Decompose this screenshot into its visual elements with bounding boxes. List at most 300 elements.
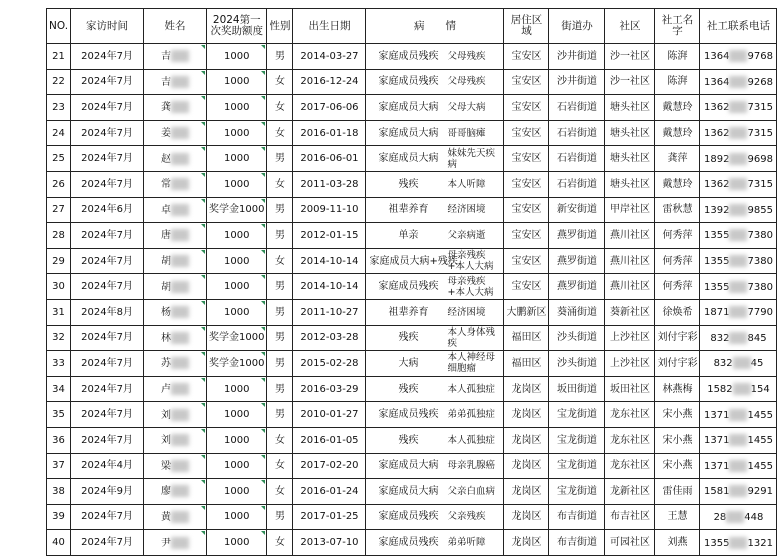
cell-district[interactable] — [504, 453, 549, 479]
cell-social-worker[interactable] — [655, 69, 700, 95]
social-worker: 王慧 — [667, 511, 688, 523]
cell-gender[interactable] — [267, 479, 293, 505]
cell-birth-date[interactable] — [293, 146, 366, 172]
cell-social-worker[interactable] — [655, 223, 700, 249]
cell-gender[interactable] — [267, 427, 293, 453]
cell-gender[interactable] — [267, 248, 293, 274]
cell-birth-date[interactable] — [293, 274, 366, 300]
phone-suffix: 7315 — [747, 128, 773, 140]
redaction-blur — [171, 204, 189, 216]
gender: 女 — [274, 178, 285, 190]
cell-visit-time[interactable] — [71, 120, 144, 146]
cell-street[interactable] — [549, 197, 605, 223]
cell-illness[interactable] — [366, 479, 504, 505]
cell-illness[interactable] — [366, 120, 504, 146]
cell-community[interactable] — [605, 223, 655, 249]
cell-community[interactable] — [605, 427, 655, 453]
cell-no[interactable] — [47, 274, 71, 300]
cell-social-worker[interactable] — [655, 299, 700, 325]
cell-no[interactable] — [47, 223, 71, 249]
cell-illness[interactable] — [366, 146, 504, 172]
illness-detail: 本人听障 — [447, 178, 486, 190]
grant-amount: 1000 — [224, 50, 250, 62]
cell-gender[interactable] — [267, 530, 293, 556]
cell-street[interactable] — [549, 146, 605, 172]
cell-illness[interactable] — [366, 274, 504, 300]
cell-no[interactable] — [47, 95, 71, 121]
cell-illness[interactable] — [366, 427, 504, 453]
cell-community[interactable] — [605, 120, 655, 146]
cell-no[interactable] — [47, 248, 71, 274]
table-row[interactable] — [47, 120, 777, 146]
cell-amount[interactable] — [207, 95, 267, 121]
cell-no[interactable] — [47, 479, 71, 505]
cell-amount[interactable] — [207, 120, 267, 146]
cell-visit-time[interactable] — [71, 402, 144, 428]
table-row[interactable] — [47, 351, 777, 377]
cell-gender[interactable] — [267, 146, 293, 172]
cell-district[interactable] — [504, 376, 549, 402]
cell-amount[interactable] — [207, 44, 267, 70]
cell-visit-time[interactable] — [71, 197, 144, 223]
cell-birth-date[interactable] — [293, 504, 366, 530]
cell-street[interactable] — [549, 248, 605, 274]
cell-illness[interactable] — [366, 453, 504, 479]
cell-district[interactable] — [504, 44, 549, 70]
cell-visit-time[interactable] — [71, 376, 144, 402]
cell-community[interactable] — [605, 325, 655, 351]
cell-birth-date[interactable] — [293, 325, 366, 351]
cell-visit-time[interactable] — [71, 479, 144, 505]
cell-illness[interactable] — [366, 351, 504, 377]
cell-name[interactable] — [144, 402, 207, 428]
cell-district[interactable] — [504, 69, 549, 95]
cell-no[interactable] — [47, 146, 71, 172]
cell-birth-date[interactable] — [293, 299, 366, 325]
cell-no[interactable] — [47, 69, 71, 95]
cell-worker-phone[interactable] — [700, 223, 777, 249]
cell-name[interactable] — [144, 274, 207, 300]
table-row[interactable] — [47, 146, 777, 172]
cell-street[interactable] — [549, 453, 605, 479]
community: 坂田社区 — [609, 383, 650, 395]
cell-visit-time[interactable] — [71, 146, 144, 172]
community: 上沙社区 — [609, 357, 650, 369]
birth-date: 2016-01-05 — [300, 434, 359, 446]
cell-gender[interactable] — [267, 504, 293, 530]
cell-amount[interactable] — [207, 427, 267, 453]
cell-street[interactable] — [549, 325, 605, 351]
table-row[interactable] — [47, 299, 777, 325]
cell-amount[interactable] — [207, 299, 267, 325]
cell-district[interactable] — [504, 248, 549, 274]
cell-name[interactable] — [144, 171, 207, 197]
cell-visit-time[interactable] — [71, 351, 144, 377]
gender: 女 — [274, 101, 285, 113]
cell-social-worker[interactable] — [655, 44, 700, 70]
cell-district[interactable] — [504, 171, 549, 197]
illness-detail: 父母大病 — [447, 101, 486, 113]
table-row[interactable] — [47, 223, 777, 249]
cell-visit-time[interactable] — [71, 453, 144, 479]
cell-street[interactable] — [549, 44, 605, 70]
cell-illness[interactable] — [366, 248, 504, 274]
cell-visit-time[interactable] — [71, 325, 144, 351]
cell-name[interactable] — [144, 120, 207, 146]
cell-birth-date[interactable] — [293, 120, 366, 146]
gender: 男 — [274, 306, 285, 318]
cell-illness[interactable] — [366, 44, 504, 70]
cell-no[interactable] — [47, 427, 71, 453]
cell-gender[interactable] — [267, 95, 293, 121]
cell-street[interactable] — [549, 427, 605, 453]
cell-amount[interactable] — [207, 530, 267, 556]
cell-amount[interactable] — [207, 223, 267, 249]
cell-gender[interactable] — [267, 120, 293, 146]
cell-social-worker[interactable] — [655, 427, 700, 453]
cell-birth-date[interactable] — [293, 69, 366, 95]
cell-community[interactable] — [605, 504, 655, 530]
cell-no[interactable] — [47, 453, 71, 479]
cell-worker-phone[interactable] — [700, 197, 777, 223]
cell-social-worker[interactable] — [655, 453, 700, 479]
table-row[interactable] — [47, 453, 777, 479]
community: 塘头社区 — [609, 127, 650, 139]
cell-no[interactable] — [47, 325, 71, 351]
cell-social-worker[interactable] — [655, 274, 700, 300]
cell-amount[interactable] — [207, 171, 267, 197]
cell-amount[interactable] — [207, 453, 267, 479]
redaction-blur — [729, 306, 747, 318]
header-gender: 性别 — [267, 9, 293, 44]
cell-street[interactable] — [549, 504, 605, 530]
cell-birth-date[interactable] — [293, 530, 366, 556]
cell-visit-time[interactable] — [71, 274, 144, 300]
cell-amount[interactable] — [207, 248, 267, 274]
cell-name[interactable] — [144, 299, 207, 325]
cell-street[interactable] — [549, 299, 605, 325]
cell-worker-phone[interactable] — [700, 530, 777, 556]
cell-name[interactable] — [144, 325, 207, 351]
cell-worker-phone[interactable] — [700, 248, 777, 274]
table-row[interactable] — [47, 44, 777, 70]
cell-street[interactable] — [549, 479, 605, 505]
illness-category: 家庭成员大病 — [378, 127, 439, 139]
cell-no[interactable] — [47, 530, 71, 556]
cell-visit-time[interactable] — [71, 248, 144, 274]
cell-district[interactable] — [504, 504, 549, 530]
cell-social-worker[interactable] — [655, 376, 700, 402]
cell-worker-phone[interactable] — [700, 427, 777, 453]
cell-birth-date[interactable] — [293, 248, 366, 274]
cell-district[interactable] — [504, 223, 549, 249]
table-row[interactable] — [47, 402, 777, 428]
cell-birth-date[interactable] — [293, 95, 366, 121]
cell-social-worker[interactable] — [655, 351, 700, 377]
cell-community[interactable] — [605, 479, 655, 505]
cell-worker-phone[interactable] — [700, 69, 777, 95]
cell-street[interactable] — [549, 120, 605, 146]
cell-social-worker[interactable] — [655, 248, 700, 274]
cell-street[interactable] — [549, 351, 605, 377]
cell-illness[interactable] — [366, 402, 504, 428]
redaction-blur — [729, 229, 747, 241]
cell-gender[interactable] — [267, 274, 293, 300]
cell-worker-phone[interactable] — [700, 120, 777, 146]
cell-no[interactable] — [47, 402, 71, 428]
cell-community[interactable] — [605, 402, 655, 428]
district: 龙岗区 — [511, 511, 542, 523]
cell-illness[interactable] — [366, 376, 504, 402]
table-row[interactable] — [47, 504, 777, 530]
cell-worker-phone[interactable] — [700, 325, 777, 351]
cell-district[interactable] — [504, 479, 549, 505]
cell-social-worker[interactable] — [655, 479, 700, 505]
cell-worker-phone[interactable] — [700, 504, 777, 530]
grant-amount: 1000 — [224, 511, 250, 523]
illness-category: 家庭成员大病 — [378, 485, 439, 497]
cell-amount[interactable] — [207, 274, 267, 300]
table-row[interactable] — [47, 325, 777, 351]
cell-illness[interactable] — [366, 197, 504, 223]
cell-street[interactable] — [549, 376, 605, 402]
cell-social-worker[interactable] — [655, 95, 700, 121]
cell-illness[interactable] — [366, 299, 504, 325]
table-row[interactable] — [47, 274, 777, 300]
cell-visit-time[interactable] — [71, 427, 144, 453]
cell-street[interactable] — [549, 95, 605, 121]
cell-district[interactable] — [504, 427, 549, 453]
cell-birth-date[interactable] — [293, 402, 366, 428]
cell-gender[interactable] — [267, 351, 293, 377]
cell-community[interactable] — [605, 453, 655, 479]
cell-name[interactable] — [144, 197, 207, 223]
cell-social-worker[interactable] — [655, 197, 700, 223]
cell-name[interactable] — [144, 530, 207, 556]
cell-community[interactable] — [605, 95, 655, 121]
cell-name[interactable] — [144, 69, 207, 95]
cell-district[interactable] — [504, 402, 549, 428]
cell-no[interactable] — [47, 44, 71, 70]
cell-birth-date[interactable] — [293, 376, 366, 402]
cell-district[interactable] — [504, 351, 549, 377]
cell-no[interactable] — [47, 351, 71, 377]
cell-amount[interactable] — [207, 351, 267, 377]
cell-illness[interactable] — [366, 530, 504, 556]
table-row[interactable] — [47, 248, 777, 274]
cell-district[interactable] — [504, 299, 549, 325]
table-row[interactable] — [47, 376, 777, 402]
cell-gender[interactable] — [267, 402, 293, 428]
grant-amount: 1000 — [224, 537, 250, 549]
cell-worker-phone[interactable] — [700, 171, 777, 197]
cell-name[interactable] — [144, 223, 207, 249]
table-row[interactable] — [47, 530, 777, 556]
cell-worker-phone[interactable] — [700, 95, 777, 121]
cell-gender[interactable] — [267, 197, 293, 223]
illness-category: 残疾 — [398, 332, 419, 344]
cell-social-worker[interactable] — [655, 530, 700, 556]
cell-illness[interactable] — [366, 223, 504, 249]
cell-community[interactable] — [605, 44, 655, 70]
cell-name[interactable] — [144, 44, 207, 70]
cell-no[interactable] — [47, 120, 71, 146]
cell-name[interactable] — [144, 479, 207, 505]
cell-visit-time[interactable] — [71, 95, 144, 121]
cell-no[interactable] — [47, 376, 71, 402]
grant-amount: 1000 — [224, 229, 250, 241]
cell-name[interactable] — [144, 95, 207, 121]
cell-worker-phone[interactable] — [700, 351, 777, 377]
cell-visit-time[interactable] — [71, 299, 144, 325]
cell-birth-date[interactable] — [293, 479, 366, 505]
cell-worker-phone[interactable] — [700, 479, 777, 505]
redaction-blur — [171, 229, 189, 241]
table-row[interactable] — [47, 197, 777, 223]
cell-name[interactable] — [144, 504, 207, 530]
cell-birth-date[interactable] — [293, 44, 366, 70]
cell-worker-phone[interactable] — [700, 146, 777, 172]
cell-community[interactable] — [605, 351, 655, 377]
community: 上沙社区 — [609, 332, 650, 344]
district: 龙岗区 — [511, 537, 542, 549]
cell-street[interactable] — [549, 402, 605, 428]
cell-community[interactable] — [605, 171, 655, 197]
grant-amount: 1000 — [224, 306, 250, 318]
cell-amount[interactable] — [207, 479, 267, 505]
cell-visit-time[interactable] — [71, 223, 144, 249]
cell-gender[interactable] — [267, 69, 293, 95]
cell-birth-date[interactable] — [293, 171, 366, 197]
cell-amount[interactable] — [207, 504, 267, 530]
table-row[interactable] — [47, 479, 777, 505]
cell-social-worker[interactable] — [655, 504, 700, 530]
cell-gender[interactable] — [267, 376, 293, 402]
cell-district[interactable] — [504, 274, 549, 300]
cell-street[interactable] — [549, 223, 605, 249]
cell-social-worker[interactable] — [655, 402, 700, 428]
cell-worker-phone[interactable] — [700, 299, 777, 325]
cell-community[interactable] — [605, 197, 655, 223]
phone-prefix: 1364 — [704, 51, 730, 63]
cell-street[interactable] — [549, 274, 605, 300]
cell-no[interactable] — [47, 504, 71, 530]
cell-name[interactable] — [144, 248, 207, 274]
cell-worker-phone[interactable] — [700, 376, 777, 402]
cell-illness[interactable] — [366, 69, 504, 95]
phone-prefix: 1581 — [704, 486, 730, 498]
cell-name[interactable] — [144, 351, 207, 377]
cell-amount[interactable] — [207, 69, 267, 95]
cell-worker-phone[interactable] — [700, 44, 777, 70]
cell-gender[interactable] — [267, 325, 293, 351]
table-row[interactable] — [47, 69, 777, 95]
visit-time: 2024年7月 — [81, 153, 133, 165]
table-row[interactable] — [47, 171, 777, 197]
cell-birth-date[interactable] — [293, 197, 366, 223]
cell-illness[interactable] — [366, 171, 504, 197]
cell-birth-date[interactable] — [293, 223, 366, 249]
cell-community[interactable] — [605, 530, 655, 556]
cell-community[interactable] — [605, 248, 655, 274]
cell-gender[interactable] — [267, 223, 293, 249]
cell-district[interactable] — [504, 120, 549, 146]
cell-district[interactable] — [504, 146, 549, 172]
cell-visit-time[interactable] — [71, 504, 144, 530]
cell-visit-time[interactable] — [71, 69, 144, 95]
cell-social-worker[interactable] — [655, 325, 700, 351]
cell-birth-date[interactable] — [293, 453, 366, 479]
cell-community[interactable] — [605, 146, 655, 172]
child-name: 吉 — [161, 51, 172, 63]
cell-visit-time[interactable] — [71, 171, 144, 197]
table-row[interactable] — [47, 95, 777, 121]
cell-street[interactable] — [549, 69, 605, 95]
table-row[interactable] — [47, 427, 777, 453]
cell-birth-date[interactable] — [293, 427, 366, 453]
cell-birth-date[interactable] — [293, 351, 366, 377]
street-office: 布吉街道 — [556, 537, 597, 549]
cell-worker-phone[interactable] — [700, 402, 777, 428]
records-sheet — [46, 8, 777, 556]
cell-no[interactable] — [47, 171, 71, 197]
cell-district[interactable] — [504, 530, 549, 556]
cell-name[interactable] — [144, 146, 207, 172]
cell-social-worker[interactable] — [655, 171, 700, 197]
district: 宝安区 — [511, 76, 542, 88]
cell-social-worker[interactable] — [655, 120, 700, 146]
cell-amount[interactable] — [207, 376, 267, 402]
cell-gender[interactable] — [267, 299, 293, 325]
cell-amount[interactable] — [207, 197, 267, 223]
cell-name[interactable] — [144, 376, 207, 402]
cell-visit-time[interactable] — [71, 530, 144, 556]
cell-street[interactable] — [549, 530, 605, 556]
redaction-blur — [171, 357, 189, 369]
cell-gender[interactable] — [267, 44, 293, 70]
cell-community[interactable] — [605, 299, 655, 325]
district: 宝安区 — [511, 255, 542, 267]
cell-no[interactable] — [47, 197, 71, 223]
cell-gender[interactable] — [267, 453, 293, 479]
cell-amount[interactable] — [207, 146, 267, 172]
social-worker: 陈湃 — [667, 76, 688, 88]
illness-category: 残疾 — [398, 383, 419, 395]
cell-district[interactable] — [504, 325, 549, 351]
cell-amount[interactable] — [207, 402, 267, 428]
cell-community[interactable] — [605, 69, 655, 95]
cell-illness[interactable] — [366, 504, 504, 530]
cell-community[interactable] — [605, 274, 655, 300]
cell-district[interactable] — [504, 197, 549, 223]
cell-visit-time[interactable] — [71, 44, 144, 70]
illness-detail: 父母残疾 — [447, 76, 486, 88]
cell-gender[interactable] — [267, 171, 293, 197]
cell-district[interactable] — [504, 95, 549, 121]
social-worker: 雷秋慧 — [662, 204, 693, 216]
cell-illness[interactable] — [366, 325, 504, 351]
cell-name[interactable] — [144, 453, 207, 479]
cell-social-worker[interactable] — [655, 146, 700, 172]
cell-worker-phone[interactable] — [700, 274, 777, 300]
cell-no[interactable] — [47, 299, 71, 325]
cell-name[interactable] — [144, 427, 207, 453]
cell-community[interactable] — [605, 376, 655, 402]
cell-street[interactable] — [549, 171, 605, 197]
cell-amount[interactable] — [207, 325, 267, 351]
cell-illness[interactable] — [366, 95, 504, 121]
cell-worker-phone[interactable] — [700, 453, 777, 479]
